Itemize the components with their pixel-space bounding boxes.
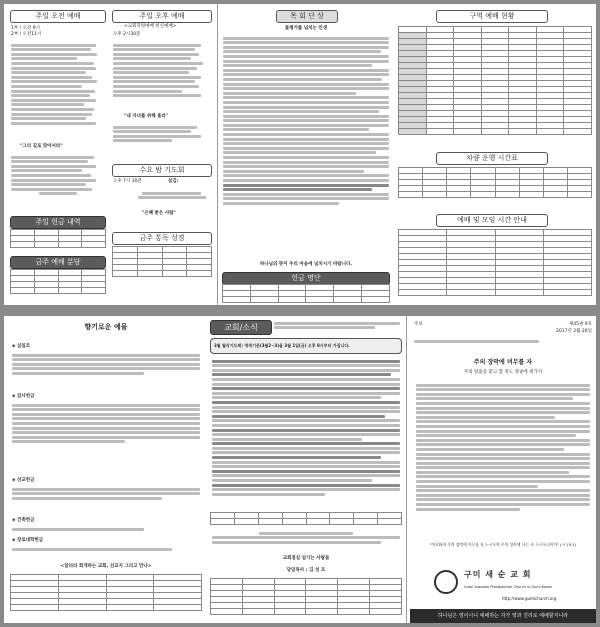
morning-sermon-title: "그리 길로 맞아서라" (20, 144, 63, 149)
meal-servers-title: 교회점심 섬기는 사람들 (282, 556, 330, 561)
column-pastor-essay (220, 4, 392, 305)
bible-reading-table (112, 246, 212, 277)
cover-essay (416, 382, 590, 532)
cover-topline (414, 338, 592, 346)
section-tithe: ◈ 십일조 (12, 344, 31, 349)
wednesday-service-time: 오후 7시 30분 (113, 179, 142, 184)
cover-quote-box (420, 542, 586, 558)
cover-subtitle: 주의 말씀을 맞고 할 정도 영광에 세가지 (463, 370, 543, 375)
cover-title: 주의 장막에 머무를 자 (473, 359, 533, 366)
offering-names-title: 향기로운 예물 (84, 323, 128, 331)
wednesday-sermon-title: "은혜 받은 사람" (142, 211, 176, 216)
meeting-schedule-table (398, 229, 592, 296)
church-name: 구미 새 순 교 회 (464, 570, 532, 579)
district-report-table (398, 26, 592, 135)
column-schedules (396, 4, 594, 305)
car-schedule-table (398, 167, 592, 198)
cover-quote: "여호와여 주의 장막에 머무를 자 누구오며 주의 성산에 사는 자 누구오니이까" (시 15:1) (429, 542, 577, 547)
offering-list-title: 헌금 명단 (222, 272, 390, 285)
afternoon-order-list (113, 42, 211, 112)
morning-time-2: 2부 / 오전11시 (11, 32, 42, 37)
section-mission: ◈ 선교헌금 (12, 478, 35, 483)
afternoon-sermon-title: "내 자녀를 위해 울라" (124, 114, 169, 119)
church-news-title: 교회/소식 (210, 320, 272, 335)
afternoon-service-sub: <교회학원예배 헌신예배> (124, 24, 177, 29)
tithe-names (12, 352, 200, 390)
church-url[interactable]: http://www.gumichurch.org (502, 596, 557, 601)
afternoon-order-list-2 (113, 124, 211, 154)
pastor-essay-subtitle: 불평거를 넘치는 인생 (284, 26, 328, 31)
offering-summary-table (10, 229, 106, 248)
car-schedule-title: 차량 운행 시간표 (436, 152, 548, 165)
weekly-duty-title: 금주 예배 분담 (10, 256, 106, 269)
afternoon-service-time: 오후 2시30분 (113, 32, 141, 37)
attendance-table (210, 512, 402, 525)
elder-names (12, 546, 200, 556)
bulletin-volume: 제45권 9호 (568, 322, 592, 327)
section-thanks: ◈ 감사헌금 (12, 394, 35, 399)
news-headline-box (210, 338, 402, 354)
church-logo-icon (434, 570, 458, 594)
column-offering-names (8, 316, 204, 623)
bulletin-label: 주보 (414, 322, 423, 327)
morning-service-title: 주일 오전 예배 (10, 10, 106, 23)
bible-reading-title: 금주 통독 성경 (112, 232, 212, 245)
wednesday-service-title: 수요 밤 기도회 (112, 164, 212, 177)
meeting-schedule-title: 예배 및 모임 시간 안내 (436, 214, 548, 227)
page-fold-line (217, 4, 218, 305)
thanks-names (12, 402, 200, 476)
pastor-essay-title: 목 회 단 상 (276, 10, 338, 23)
cover-footer: 하나님은 영이시니 예배하는 자가 영과 진리로 예배할지니라 (410, 609, 596, 623)
page-fold-line-2 (406, 316, 407, 623)
column-church-news (208, 316, 404, 623)
offering-table-title: 주일 헌금 내역 (10, 216, 106, 229)
bulletin-inner-page (4, 316, 596, 623)
column-afternoon-service (110, 4, 214, 305)
mission-banner: <알리라 회개하는 교회, 선교지 그리고 만나> (60, 564, 152, 569)
section-elder: ◈ 장로대학헌금 (12, 538, 44, 543)
pastor-essay-note: 하나님의 뜻이 우리 마음에 넘치시기 바랍니다. (259, 262, 353, 267)
duty-pastor-title: 당임목사 : 김 성 조 (286, 568, 326, 573)
column-cover (410, 316, 596, 623)
morning-order-list (11, 42, 105, 142)
bulletin-date: 2017년 2월 26일 (556, 329, 592, 334)
section-building: ◈ 건축헌금 (12, 518, 35, 523)
district-report-title: 구역 예배 현황 (436, 10, 548, 23)
news-headline: 3월 월삭기도회: 영적기운(3월2~3)을 3월 1일(금) 오후 8시부터 가집니다. (214, 343, 350, 348)
column-morning-service (8, 4, 108, 305)
wednesday-theme: 섬김: (168, 179, 179, 184)
wednesday-order-list (113, 190, 211, 210)
morning-time-1: 1부 / 오전 9시 (11, 26, 40, 31)
building-names (12, 526, 200, 536)
staff-table (210, 578, 402, 615)
news-footnote (212, 530, 400, 552)
news-intro (274, 320, 400, 334)
mission-table (10, 574, 202, 611)
afternoon-service-title: 주일 오후 예배 (112, 10, 212, 23)
weekly-duty-table (10, 269, 106, 294)
news-items (212, 358, 400, 508)
offering-list-table (222, 284, 390, 303)
bulletin-outer-page (4, 4, 596, 305)
church-name-en: Gumi Saesoon Presbyterian Church in Gumi Korea (464, 585, 552, 589)
pastor-essay-body (223, 35, 389, 259)
mission-names (12, 486, 200, 516)
